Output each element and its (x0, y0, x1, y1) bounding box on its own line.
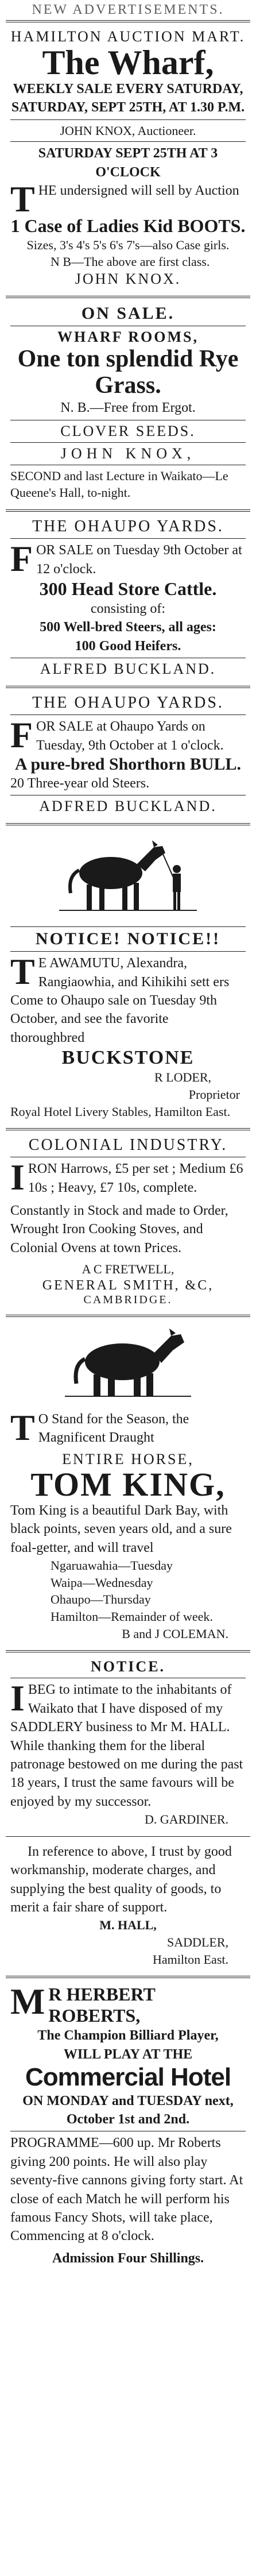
ad-headline: The Wharf, (42, 44, 214, 82)
rule (6, 686, 250, 688)
horse-woodcut-image (6, 830, 250, 916)
rule (10, 442, 246, 443)
ad-subtitle: ENTIRE HORSE, (62, 1450, 194, 1467)
ad-text: Tom King is a beautiful Dark Bay, with black points, seven years old, and a sure foal-getter, and will travel (10, 1503, 232, 1555)
rule (10, 538, 246, 539)
rule (10, 951, 246, 952)
ad-title: NOTICE! NOTICE!! (35, 929, 221, 949)
ad-note: N. B.—Free from Ergot. (60, 400, 196, 416)
ad-text: Constantly in Stock and made to Order, Wrought Iron Cooking Stoves, and Colonial Ovens at town Prices. (10, 1203, 228, 1256)
rule (6, 1128, 250, 1130)
ad-address: Royal Hotel Livery Stables, Hamilton East. (10, 1104, 231, 1119)
ad-note: N B—The above are first class. (51, 254, 210, 269)
ad-text: OR SALE at Ohaupo Yards on Tuesday, 9th October at 1 o'clock. (36, 719, 224, 753)
ad-colonial-industry (6, 1133, 250, 1312)
ad-ohaupo-yards-bull (6, 690, 250, 821)
rule (6, 509, 250, 512)
ad-signature: D. GARDINER. (144, 1812, 228, 1827)
ad-role: SADDLER, (167, 1935, 228, 1949)
drop-cap: F (10, 538, 33, 580)
ad-text: In reference to above, I trust by good workmanship, moderate charges, and supplying the best quality of goods, to merit a fair share of support. (10, 1844, 232, 1915)
ad-subtitle: WHARF ROOMS, (57, 329, 199, 346)
ad-headline: 1 Case of Ladies Kid BOOTS. (10, 215, 246, 236)
ad-signature: B and J COLEMAN. (122, 1626, 228, 1641)
ad-line: SATURDAY SEPT 25TH AT 3 O'CLOCK (38, 146, 218, 180)
ad-title: COLONIAL INDUSTRY. (28, 1136, 228, 1154)
ad-address: CAMBRIDGE. (83, 1293, 173, 1306)
ad-signature: M. HALL, (99, 1918, 157, 1933)
rule (6, 20, 250, 22)
drop-cap: T (10, 179, 35, 220)
ad-notice-buckstone (6, 921, 250, 1126)
ad-line: WILL PLAY AT THE (63, 2046, 193, 2062)
rule (10, 119, 246, 120)
ad-line: ON MONDAY and TUESDAY next, October 1st and 2nd. (22, 2093, 234, 2127)
ad-text: consisting of: (91, 601, 165, 616)
ad-line: The Champion Billiard Player, (37, 2028, 219, 2044)
drop-cap: F (10, 715, 33, 756)
ad-text: BEG to intimate to the inhabitants of Waikato that I have disposed of my SADDLERY business to Mr M. HALL. While thanking them for the liberal patronage bestowed on me during the past 18 years, I trust the same favours will be enjoyed by my successor. (10, 1682, 243, 1809)
ad-text: RON Harrows, £5 per set ; Medium £6 10s ; Heavy, £7 10s, complete. (28, 1161, 243, 1195)
rule (6, 823, 250, 825)
ad-line: SATURDAY, SEPT 25TH, AT 1.30 P.M. (11, 100, 245, 115)
rule (6, 1976, 250, 1978)
ad-headline: One ton splendid Rye Grass. (17, 346, 239, 399)
schedule-line: Ohaupo—Thursday (51, 1592, 151, 1607)
ad-signature: ALFRED BUCKLAND. (40, 661, 216, 678)
ad-notice-saddlery (6, 1655, 250, 1833)
ad-title: THE OHAUPO YARDS. (32, 517, 224, 536)
draught-horse-woodcut-image (6, 1322, 250, 1402)
ad-title: HAMILTON AUCTION MART. (10, 28, 246, 45)
horse-name: BUCKSTONE (61, 1047, 195, 1069)
schedule-line: Hamilton—Remainder of week. (51, 1609, 213, 1624)
ad-title: ON SALE. (81, 304, 175, 323)
auctioneer-name: JOHN KNOX, Auctioneer. (60, 123, 196, 138)
player-name: R HERBERT ROBERTS, (48, 1984, 156, 2026)
ad-signature: ADFRED BUCKLAND. (39, 798, 217, 815)
ad-address: Hamilton East. (153, 1952, 228, 1967)
rule (10, 141, 246, 142)
ad-line: 100 Good Heifers. (75, 638, 181, 654)
ad-text: 20 Three-year old Steers. (10, 775, 150, 791)
ad-signature: GENERAL SMITH, &C, (42, 1277, 214, 1293)
ad-headline: Commercial Hotel (25, 2063, 231, 2092)
ad-headline: 300 Head Store Cattle. (39, 578, 217, 599)
ad-text: SECOND and last Lecture in Waikato—Le Queene's Hall, to-night. (10, 468, 228, 500)
ad-line: CLOVER SEEDS. (60, 422, 196, 439)
ad-title: THE OHAUPO YARDS. (32, 694, 224, 712)
newspaper-column (6, 0, 250, 2273)
ad-line: 500 Well-bred Steers, all ages: (40, 620, 216, 635)
ad-headline: A pure-bred Shorthorn BULL. (15, 754, 241, 774)
drop-cap: I (10, 1157, 25, 1198)
schedule-line: Waipa—Wednesday (51, 1575, 153, 1590)
draught-horse-icon (59, 1322, 197, 1402)
owner-name: R LODER, (154, 1070, 211, 1085)
ad-text: OR SALE on Tuesday 9th October at 12 o'clock. (36, 543, 242, 577)
ad-billiards (6, 1980, 250, 2273)
drop-cap: I (10, 1678, 25, 1719)
rule (6, 1836, 250, 1837)
header-cut: NEW ADVERTISEMENTS. (32, 2, 224, 17)
ad-title: NOTICE. (90, 1658, 166, 1675)
ad-on-sale (6, 300, 250, 507)
drop-cap: T (10, 951, 35, 992)
rule (6, 296, 250, 298)
rule (6, 1315, 250, 1317)
admission-line: Admission Four Shillings. (52, 2250, 204, 2266)
owner-role: Proprietor (188, 1087, 240, 1102)
ad-text: PROGRAMME—600 up. Mr Roberts giving 200 points. He will also play seventy-five cannons giving forty start. At close of each Match he will perform his famous Fancy Shots, will take place, Commencing at 8 o'clock. (10, 2135, 243, 2244)
horse-with-groom-icon (53, 830, 203, 916)
ad-line: Sizes, 3's 4's 5's 6's 7's—also Case girls. (26, 237, 230, 252)
ad-line: WEEKLY SALE EVERY SATURDAY, (13, 82, 243, 96)
ad-text: O Stand for the Season, the Magnificent Draught (38, 1411, 189, 1446)
ad-saddler-hall (6, 1839, 250, 1974)
rule (10, 926, 246, 927)
ad-signature: A C FRETWELL, (82, 1262, 174, 1277)
ad-tom-king (6, 1407, 250, 1648)
horse-name: TOM KING, (30, 1465, 226, 1503)
ad-auction-mart (6, 25, 250, 293)
rule (6, 1650, 250, 1652)
ad-signature: JOHN KNOX, (60, 445, 196, 462)
ad-text: E AWAMUTU, Alexandra, Rangiaowhia, and Kihikihi sett ers Come to Ohaupo sale on Tuesday 9th October, and see the favorite thoroughbred (10, 956, 230, 1045)
schedule-line: Ngaruawahia—Tuesday (51, 1558, 173, 1573)
ad-signature: JOHN KNOX. (75, 271, 181, 288)
ad-ohaupo-yards-cattle (6, 514, 250, 683)
drop-cap: M (10, 1981, 45, 2022)
ad-text: HE undersigned will sell by Auction (38, 183, 239, 199)
drop-cap: T (10, 1407, 35, 1448)
